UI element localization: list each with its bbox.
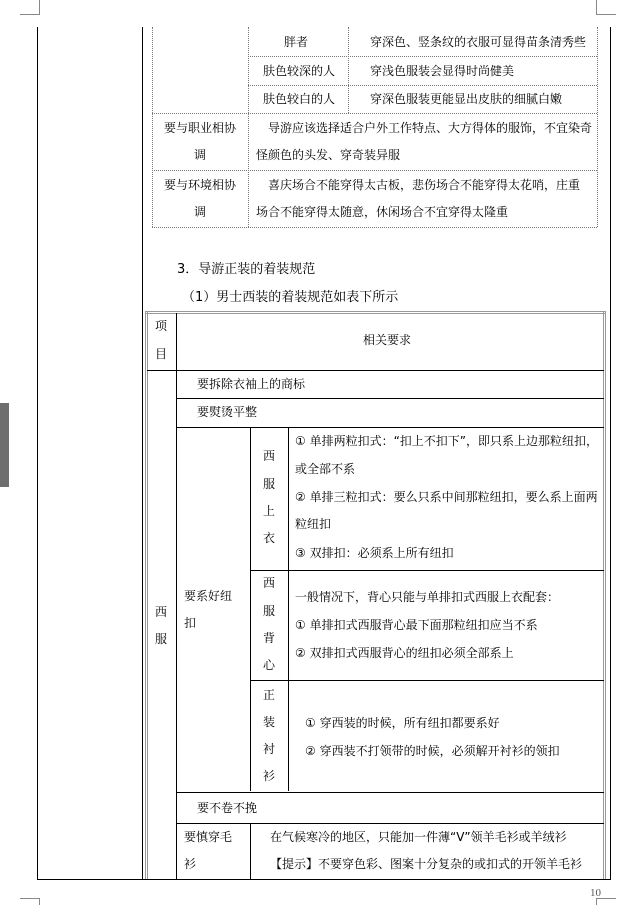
requirement-text: 或全部不系 <box>295 462 356 476</box>
requirement-text: 一般情况下，背心只能与单排扣式西服上衣配套： <box>295 590 560 604</box>
sub-label: 衣 <box>263 531 276 545</box>
table-header-requirements: 相关要求 <box>363 333 412 347</box>
section-heading: 3．导游正装的着装规范 <box>177 262 316 277</box>
table-cell: 要与环境相协 <box>164 178 237 192</box>
requirement-label: 要慎穿毛 <box>184 830 233 844</box>
requirement-label: 扣 <box>184 616 197 630</box>
requirement-text: ② 单排三粒扣式：要么只系中间那粒纽扣，要么系上面两 <box>295 490 598 504</box>
table-cell: 要与职业相协 <box>164 121 237 135</box>
table-cell: 调 <box>194 205 207 219</box>
page-number: 10 <box>590 887 601 899</box>
table-cell: 胖者 <box>284 35 309 49</box>
table-cell: 穿深色、竖条纹的衣服可显得苗条清秀些 <box>370 35 587 49</box>
sub-label: 心 <box>263 658 276 672</box>
section-subheading: （1）男士西装的着装规范如表下所示 <box>182 290 399 305</box>
requirement-text: ③ 双排扣：必须系上所有纽扣 <box>295 546 454 560</box>
sub-label: 服 <box>263 477 276 491</box>
table-cell: 调 <box>194 148 207 162</box>
crop-mark <box>20 14 40 15</box>
table-cell: 肤色较白的人 <box>263 92 336 106</box>
table-cell: 导游应该选择适合户外工作特点、大方得体的服饰，不宜染奇 <box>268 121 593 135</box>
table-header-item: 项 <box>155 319 168 333</box>
crop-mark <box>20 898 40 899</box>
sub-label: 服 <box>263 604 276 618</box>
crop-mark <box>39 898 40 905</box>
category-label: 服 <box>155 632 168 646</box>
table-cell: 场合不能穿得太随意，休闲场合不宜穿得太隆重 <box>256 205 509 219</box>
table-cell: 肤色较深的人 <box>263 64 336 78</box>
outer-frame-bottom <box>37 879 611 880</box>
table-cell: 穿深色服装更能显出皮肤的细腻白嫩 <box>370 92 563 106</box>
category-label: 西 <box>155 605 168 619</box>
requirement-text: ① 单排扣式西服背心最下面那粒纽扣应当不系 <box>295 618 538 632</box>
requirement-label: 要系好纽 <box>184 589 233 603</box>
requirement-text: ① 单排两粒扣式：“扣上不扣下”，即只系上边那粒纽扣， <box>295 434 599 448</box>
sub-label: 西 <box>263 449 276 463</box>
sub-label: 正 <box>263 688 276 702</box>
table-cell: 怪颜色的头发、穿奇装异服 <box>256 148 401 162</box>
margin-tab <box>0 403 9 487</box>
sub-label: 衫 <box>263 769 276 783</box>
requirement-text: 粒纽扣 <box>295 517 332 531</box>
sub-label: 装 <box>263 715 276 729</box>
crop-mark <box>39 0 40 14</box>
requirement-text: 在气候寒冷的地区，只能加一件薄“V”领羊毛衫或羊绒衫 <box>270 830 567 844</box>
sub-label: 上 <box>263 504 276 518</box>
crop-mark <box>596 0 597 14</box>
table-header-item: 目 <box>155 347 168 361</box>
requirement-text: ② 双排扣式西服背心的纽扣必须全部系上 <box>295 646 514 660</box>
requirement-text: ② 穿西装不打领带的时候，必须解开衬衫的领扣 <box>305 744 560 758</box>
table-cell: 喜庆场合不能穿得太古板，悲伤场合不能穿得太花哨，庄重 <box>268 178 581 192</box>
requirement-text: 【提示】不要穿色彩、图案十分复杂的或扣式的开领羊毛衫 <box>270 857 583 871</box>
outer-frame-left <box>37 27 38 879</box>
requirement-text: ① 穿西装的时候，所有纽扣都要系好 <box>305 716 500 730</box>
outer-frame-right <box>610 27 611 879</box>
sub-label: 衬 <box>263 742 276 756</box>
outer-frame-divider <box>142 27 143 879</box>
crop-mark <box>596 14 616 15</box>
table-cell: 穿浅色服装会显得时尚健美 <box>370 64 515 78</box>
sub-label: 背 <box>263 631 276 645</box>
requirement-text: 要不卷不挽 <box>197 801 258 815</box>
requirement-label: 衫 <box>184 857 197 871</box>
requirement-text: 要熨烫平整 <box>197 405 258 419</box>
sub-label: 西 <box>263 576 276 590</box>
requirement-text: 要拆除衣袖上的商标 <box>197 377 306 391</box>
